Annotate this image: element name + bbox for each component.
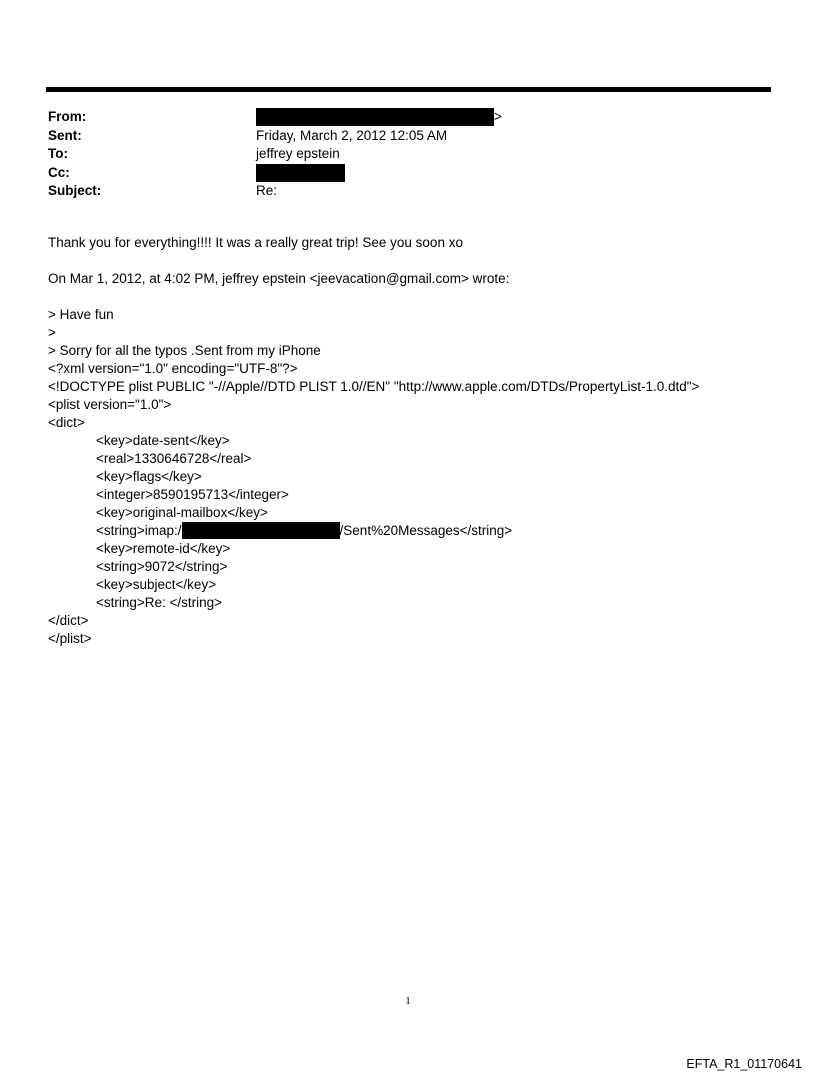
page-number: 1 bbox=[405, 995, 411, 1007]
mailbox-suffix: /Sent%20Messages</string> bbox=[339, 523, 513, 538]
plist-open: <plist version="1.0"> bbox=[48, 397, 172, 412]
plist-entry: <key>flags</key> bbox=[96, 469, 202, 484]
header-rule bbox=[46, 87, 771, 92]
redaction-box bbox=[182, 522, 340, 539]
email-body bbox=[48, 234, 788, 648]
plist-entry: <key>remote-id</key> bbox=[96, 541, 231, 556]
from-value bbox=[256, 108, 502, 127]
plist-mailbox-entry bbox=[48, 522, 788, 540]
quoted-line: > bbox=[48, 325, 56, 340]
from-row bbox=[48, 108, 748, 127]
message-line: Thank you for everything!!!! It was a really great trip! See you soon xo bbox=[48, 235, 463, 250]
plist-close: </plist> bbox=[48, 631, 92, 646]
plist-entry: <integer>8590195713</integer> bbox=[96, 487, 289, 502]
plist-entry: <key>date-sent</key> bbox=[96, 433, 230, 448]
plist-xml-decl: <?xml version="1.0" encoding="UTF-8"?> bbox=[48, 361, 298, 376]
plist-entry: <key>original-mailbox</key> bbox=[96, 505, 268, 520]
quote-intro: On Mar 1, 2012, at 4:02 PM, jeffrey epstein <jeevacation@gmail.com> wrote: bbox=[48, 271, 510, 286]
redaction-box bbox=[256, 108, 494, 126]
plist-doctype: <!DOCTYPE plist PUBLIC "-//Apple//DTD PLIST 1.0//EN" "http://www.apple.com/DTDs/PropertyList-1.0.dtd"> bbox=[48, 379, 700, 394]
to-row bbox=[48, 145, 748, 164]
plist-entry: <key>subject</key> bbox=[96, 577, 217, 592]
dict-open: <dict> bbox=[48, 415, 85, 430]
plist-entry: <string>Re: </string> bbox=[96, 595, 223, 610]
dict-close: </dict> bbox=[48, 613, 89, 628]
mailbox-prefix: <string>imap:/ bbox=[96, 523, 182, 538]
sent-label: Sent: bbox=[48, 127, 82, 143]
cc-label: Cc: bbox=[48, 164, 70, 180]
redaction-box bbox=[256, 164, 345, 182]
bates-number: EFTA_R1_01170641 bbox=[686, 1057, 802, 1071]
plist-entry: <real>1330646728</real> bbox=[96, 451, 252, 466]
quoted-line: > Have fun bbox=[48, 307, 114, 322]
subject-value: Re: bbox=[256, 183, 278, 198]
to-label: To: bbox=[48, 146, 68, 161]
subject-label: Subject: bbox=[48, 183, 102, 198]
cc-row bbox=[48, 164, 748, 183]
quoted-line: > Sorry for all the typos .Sent from my iPhone bbox=[48, 343, 321, 358]
to-value: jeffrey epstein bbox=[256, 146, 340, 161]
plist-entry: <string>9072</string> bbox=[96, 559, 228, 574]
cc-value bbox=[256, 164, 345, 183]
sent-value: Friday, March 2, 2012 12:05 AM bbox=[256, 127, 448, 143]
sent-row bbox=[48, 127, 748, 146]
email-header bbox=[48, 108, 748, 201]
subject-row bbox=[48, 182, 748, 201]
from-label: From: bbox=[48, 109, 87, 124]
from-suffix: > bbox=[494, 109, 502, 124]
